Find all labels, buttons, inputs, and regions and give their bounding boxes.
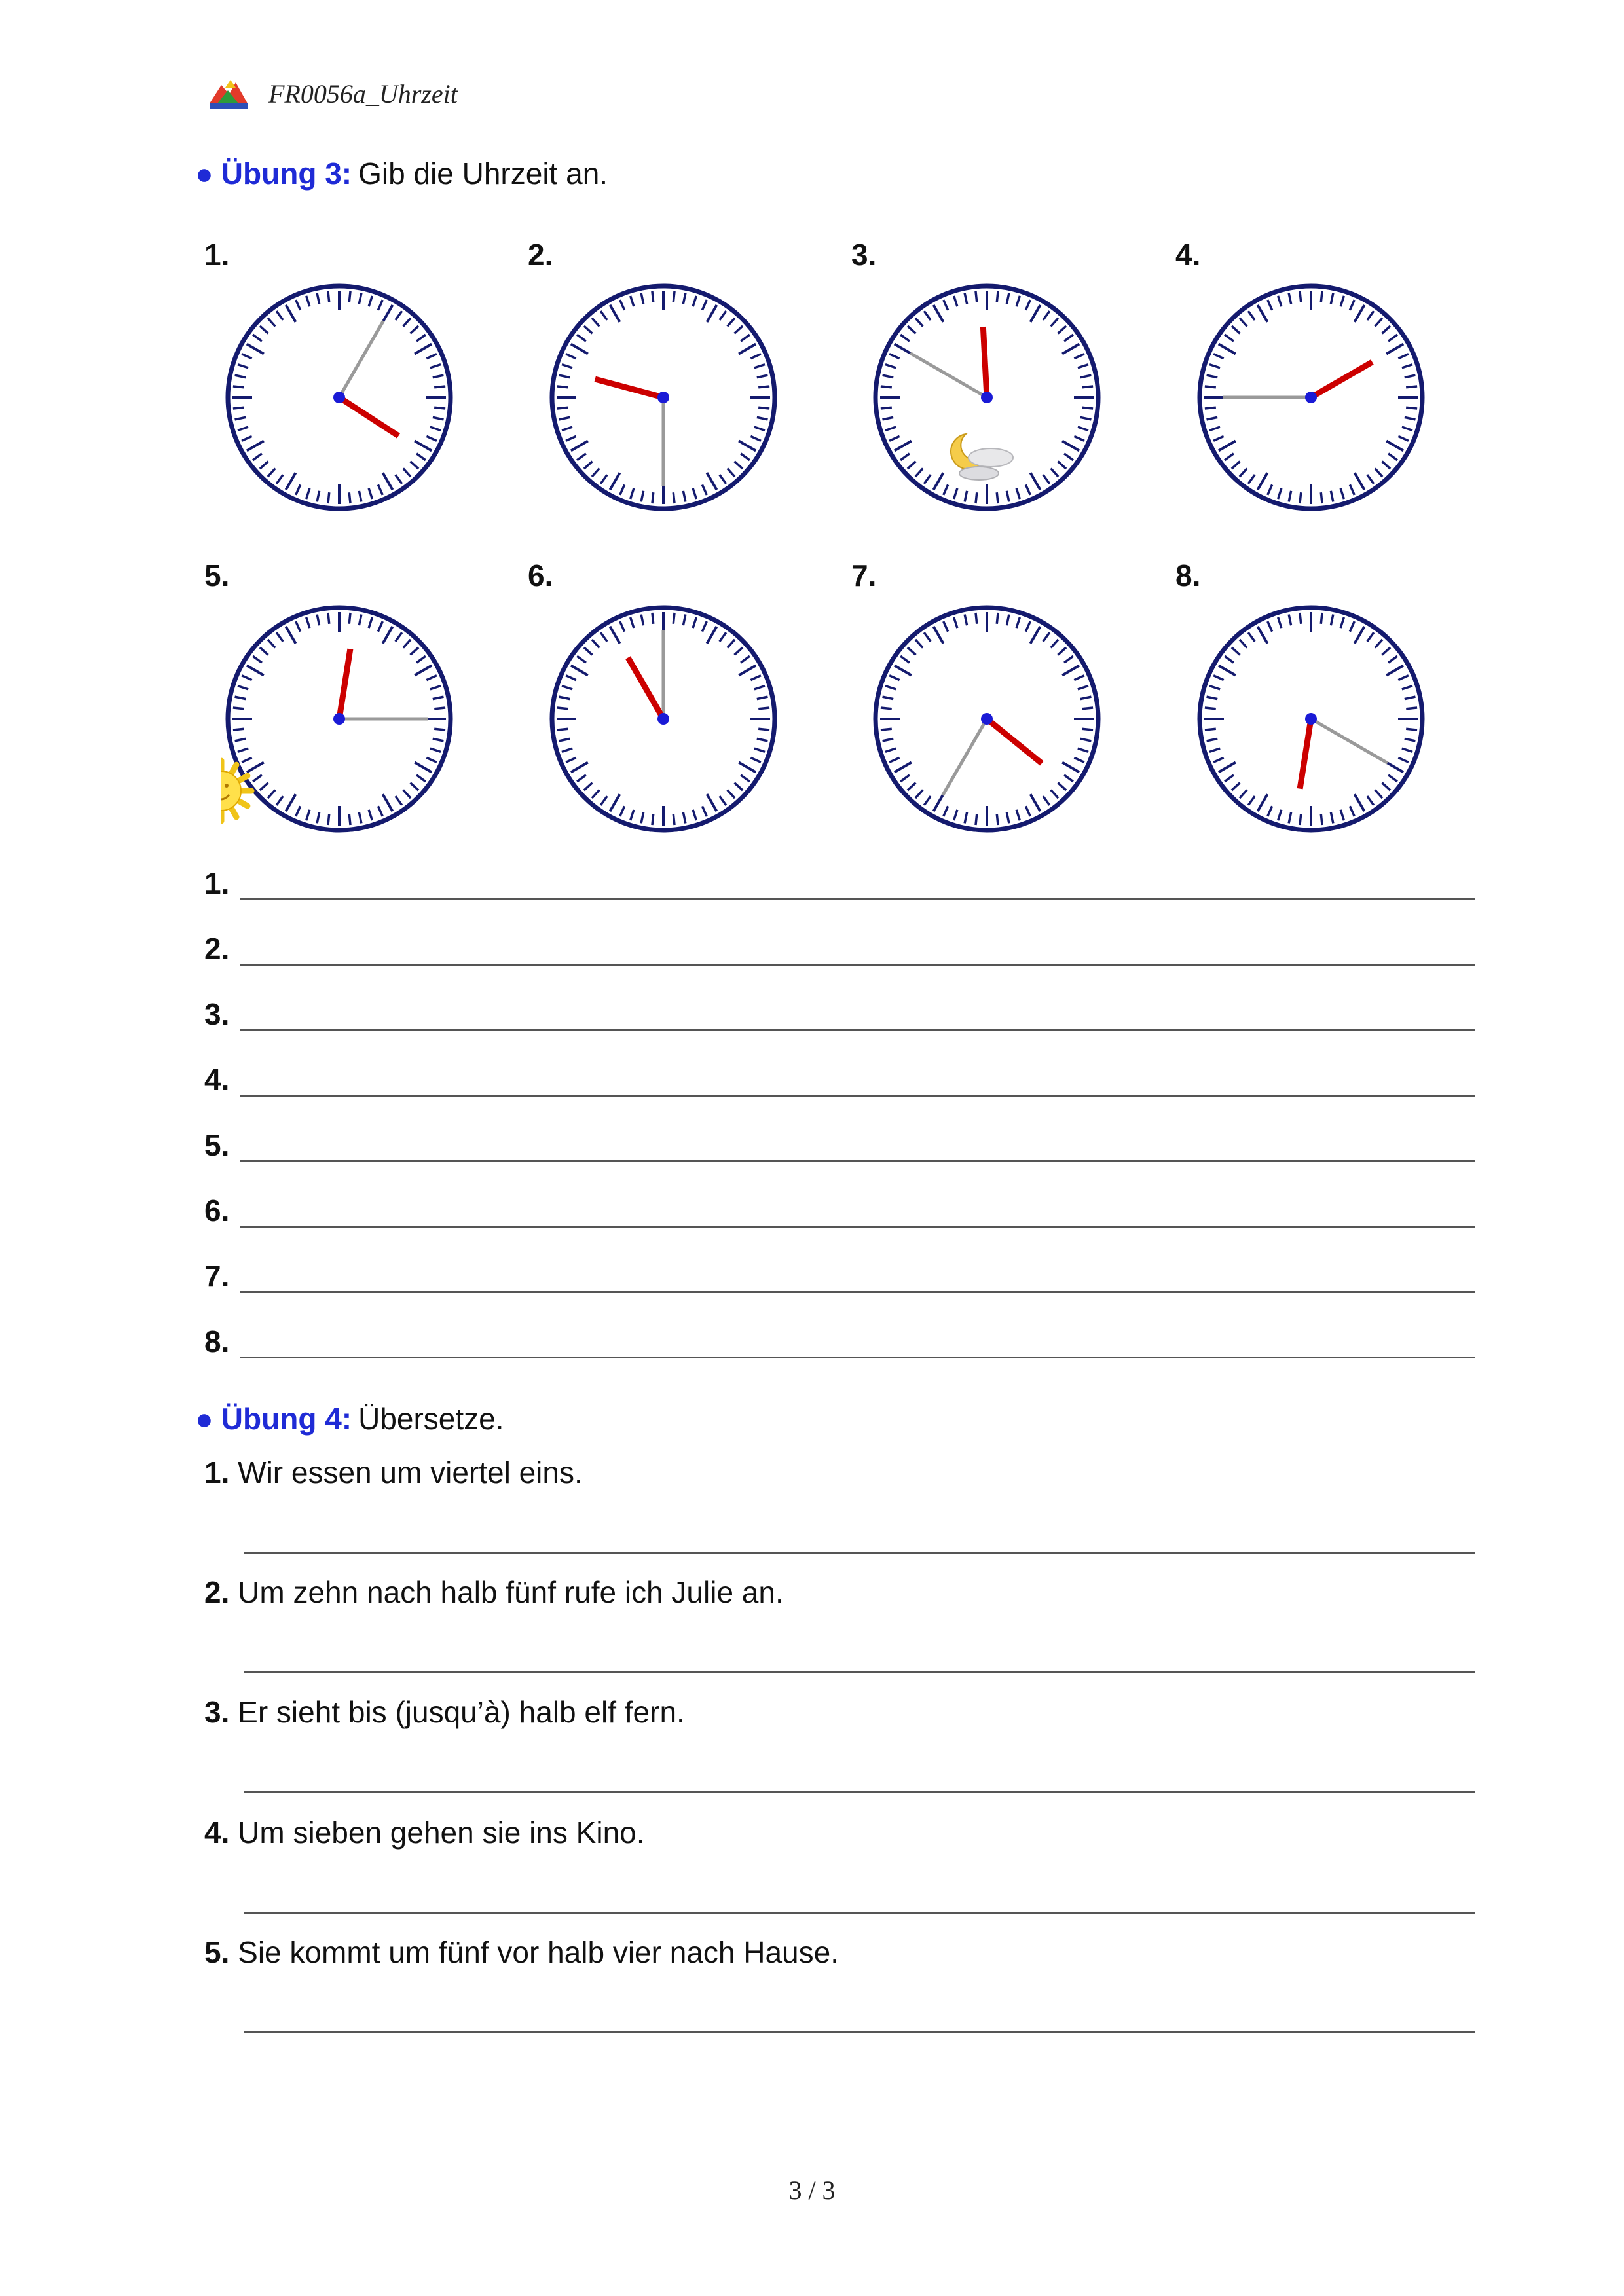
answer-line[interactable] bbox=[240, 1226, 1475, 1228]
minute-tick bbox=[758, 729, 769, 730]
answer-line[interactable] bbox=[240, 964, 1475, 966]
answer-row-3[interactable] bbox=[204, 996, 1475, 1036]
minute-tick bbox=[233, 729, 244, 730]
minute-tick bbox=[349, 613, 350, 624]
minute-tick bbox=[997, 291, 998, 302]
minute-tick bbox=[652, 613, 654, 624]
minute-tick bbox=[673, 291, 674, 302]
minute-tick bbox=[1406, 729, 1417, 730]
clock-pivot bbox=[981, 713, 993, 725]
document-code: FR0056a_Uhrzeit bbox=[268, 79, 458, 109]
minute-tick bbox=[976, 492, 977, 503]
minute-tick bbox=[1205, 729, 1216, 730]
minute-tick bbox=[758, 407, 769, 409]
sentence-text: Sie kommt um fünf vor halb vier nach Hause. bbox=[238, 1935, 839, 1969]
minute-tick bbox=[976, 291, 977, 302]
clock-number-3: 3. bbox=[851, 238, 877, 272]
minute-tick bbox=[997, 613, 998, 624]
sentence-number: 4. bbox=[204, 1815, 230, 1850]
exercise-4-label: Übung 4: bbox=[221, 1402, 352, 1436]
minute-tick bbox=[1321, 814, 1322, 825]
clock-pivot bbox=[981, 392, 993, 403]
minute-tick bbox=[881, 386, 892, 388]
translation-sentence-1 bbox=[204, 1455, 583, 1490]
minute-tick bbox=[673, 613, 674, 624]
answer-row-6[interactable] bbox=[204, 1193, 1475, 1232]
minute-tick bbox=[997, 492, 998, 503]
sentence-number: 3. bbox=[204, 1695, 230, 1729]
exercise-3-title bbox=[195, 156, 608, 191]
clock-pivot bbox=[657, 713, 669, 725]
answer-number: 6. bbox=[204, 1194, 230, 1228]
minute-tick bbox=[652, 291, 654, 302]
clock-pivot bbox=[333, 713, 345, 725]
minute-tick bbox=[434, 729, 445, 730]
sentence-text: Wir essen um viertel eins. bbox=[238, 1455, 583, 1489]
answer-number: 5. bbox=[204, 1128, 230, 1162]
sentence-text: Um sieben gehen sie ins Kino. bbox=[238, 1815, 645, 1850]
minute-tick bbox=[673, 814, 674, 825]
minute-tick bbox=[976, 814, 977, 825]
clock-number-2: 2. bbox=[528, 238, 553, 272]
exercise-3-instruction: Gib die Uhrzeit an. bbox=[358, 156, 608, 191]
clock-face-5 bbox=[221, 601, 457, 837]
clock-pivot bbox=[657, 392, 669, 403]
minute-tick bbox=[233, 407, 244, 409]
minute-tick bbox=[434, 386, 445, 388]
minute-tick bbox=[1300, 291, 1301, 302]
answer-line[interactable] bbox=[240, 1095, 1475, 1097]
clock-face-1 bbox=[221, 280, 457, 515]
answer-row-5[interactable] bbox=[204, 1127, 1475, 1167]
bullet-icon: ● bbox=[195, 1402, 213, 1436]
answer-row-1[interactable] bbox=[204, 866, 1475, 905]
hour-hand bbox=[983, 327, 987, 397]
minute-tick bbox=[1082, 407, 1093, 409]
minute-tick bbox=[557, 407, 568, 409]
answer-line[interactable] bbox=[240, 1291, 1475, 1293]
clock-number-1: 1. bbox=[204, 238, 230, 272]
minute-tick bbox=[1082, 729, 1093, 730]
answer-number: 7. bbox=[204, 1259, 230, 1293]
minute-tick bbox=[1300, 492, 1301, 503]
exercise-3-label: Übung 3: bbox=[221, 156, 352, 191]
minute-tick bbox=[1406, 708, 1417, 709]
clock-pivot bbox=[333, 392, 345, 403]
answer-line[interactable] bbox=[240, 898, 1475, 900]
answer-row-4[interactable] bbox=[204, 1062, 1475, 1101]
translation-sentence-4 bbox=[204, 1815, 645, 1850]
exercise-4-instruction: Übersetze. bbox=[358, 1402, 504, 1436]
clock-pivot bbox=[1305, 392, 1317, 403]
minute-tick bbox=[328, 613, 329, 624]
clock-number-5: 5. bbox=[204, 558, 230, 592]
minute-tick bbox=[1406, 407, 1417, 409]
answer-row-8[interactable] bbox=[204, 1324, 1475, 1363]
clock-face-2 bbox=[545, 280, 781, 515]
clock-number-7: 7. bbox=[851, 558, 877, 592]
translation-line-5[interactable] bbox=[244, 2031, 1475, 2033]
bullet-icon: ● bbox=[195, 156, 213, 191]
minute-tick bbox=[328, 492, 329, 503]
minute-tick bbox=[1321, 613, 1322, 624]
answer-number: 3. bbox=[204, 997, 230, 1031]
minute-tick bbox=[434, 407, 445, 409]
minute-tick bbox=[557, 386, 568, 388]
minute-tick bbox=[1321, 492, 1322, 503]
clock-face-6 bbox=[545, 601, 781, 837]
sentence-text: Er sieht bis (jusqu’à) halb elf fern. bbox=[238, 1695, 685, 1729]
exercise-4-title bbox=[195, 1401, 504, 1436]
minute-tick bbox=[1300, 814, 1301, 825]
minute-tick bbox=[557, 708, 568, 709]
minute-tick bbox=[881, 407, 892, 409]
answer-number: 8. bbox=[204, 1324, 230, 1358]
minute-tick bbox=[328, 291, 329, 302]
clock-face-7 bbox=[869, 601, 1105, 837]
translation-line-1[interactable] bbox=[244, 1552, 1475, 1554]
minute-tick bbox=[1406, 386, 1417, 388]
minute-tick bbox=[434, 708, 445, 709]
minute-tick bbox=[328, 814, 329, 825]
answer-number: 2. bbox=[204, 932, 230, 966]
minute-tick bbox=[758, 386, 769, 388]
minute-tick bbox=[881, 729, 892, 730]
minute-tick bbox=[349, 291, 350, 302]
minute-tick bbox=[349, 814, 350, 825]
answer-line[interactable] bbox=[240, 1357, 1475, 1358]
clock-face-4 bbox=[1193, 280, 1429, 515]
clock-face-8 bbox=[1193, 601, 1429, 837]
clock-number-4: 4. bbox=[1175, 238, 1201, 272]
sentence-text: Um zehn nach halb fünf rufe ich Julie an. bbox=[238, 1575, 784, 1609]
minute-tick bbox=[976, 613, 977, 624]
answer-number: 4. bbox=[204, 1063, 230, 1097]
sentence-number: 5. bbox=[204, 1935, 230, 1969]
minute-tick bbox=[652, 814, 654, 825]
answer-line[interactable] bbox=[240, 1029, 1475, 1031]
translation-sentence-2 bbox=[204, 1575, 784, 1610]
minute-tick bbox=[1082, 708, 1093, 709]
minute-tick bbox=[349, 492, 350, 503]
answer-row-7[interactable] bbox=[204, 1258, 1475, 1298]
translation-sentence-5 bbox=[204, 1935, 839, 1970]
minute-tick bbox=[652, 492, 654, 503]
clock-number-6: 6. bbox=[528, 558, 553, 592]
minute-tick bbox=[1082, 386, 1093, 388]
minute-tick bbox=[233, 708, 244, 709]
minute-tick bbox=[881, 708, 892, 709]
minute-tick bbox=[758, 708, 769, 709]
translation-line-2[interactable] bbox=[244, 1671, 1475, 1673]
answer-line[interactable] bbox=[240, 1160, 1475, 1162]
minute-tick bbox=[673, 492, 674, 503]
minute-tick bbox=[1300, 613, 1301, 624]
sentence-number: 1. bbox=[204, 1455, 230, 1489]
clock-pivot bbox=[1305, 713, 1317, 725]
answer-number: 1. bbox=[204, 866, 230, 900]
page-indicator: 3 / 3 bbox=[788, 2176, 836, 2205]
mountain-logo-icon bbox=[208, 77, 249, 110]
clock-face-3 bbox=[869, 280, 1105, 515]
minute-tick bbox=[233, 386, 244, 388]
sentence-number: 2. bbox=[204, 1575, 230, 1609]
minute-tick bbox=[1205, 708, 1216, 709]
minute-tick bbox=[1321, 291, 1322, 302]
translation-sentence-3 bbox=[204, 1694, 685, 1730]
minute-tick bbox=[997, 814, 998, 825]
minute-tick bbox=[1205, 386, 1216, 388]
minute-tick bbox=[557, 729, 568, 730]
translation-line-3[interactable] bbox=[244, 1791, 1475, 1793]
minute-tick bbox=[1205, 407, 1216, 409]
translation-line-4[interactable] bbox=[244, 1912, 1475, 1914]
answer-row-2[interactable] bbox=[204, 931, 1475, 970]
clock-number-8: 8. bbox=[1175, 558, 1201, 592]
